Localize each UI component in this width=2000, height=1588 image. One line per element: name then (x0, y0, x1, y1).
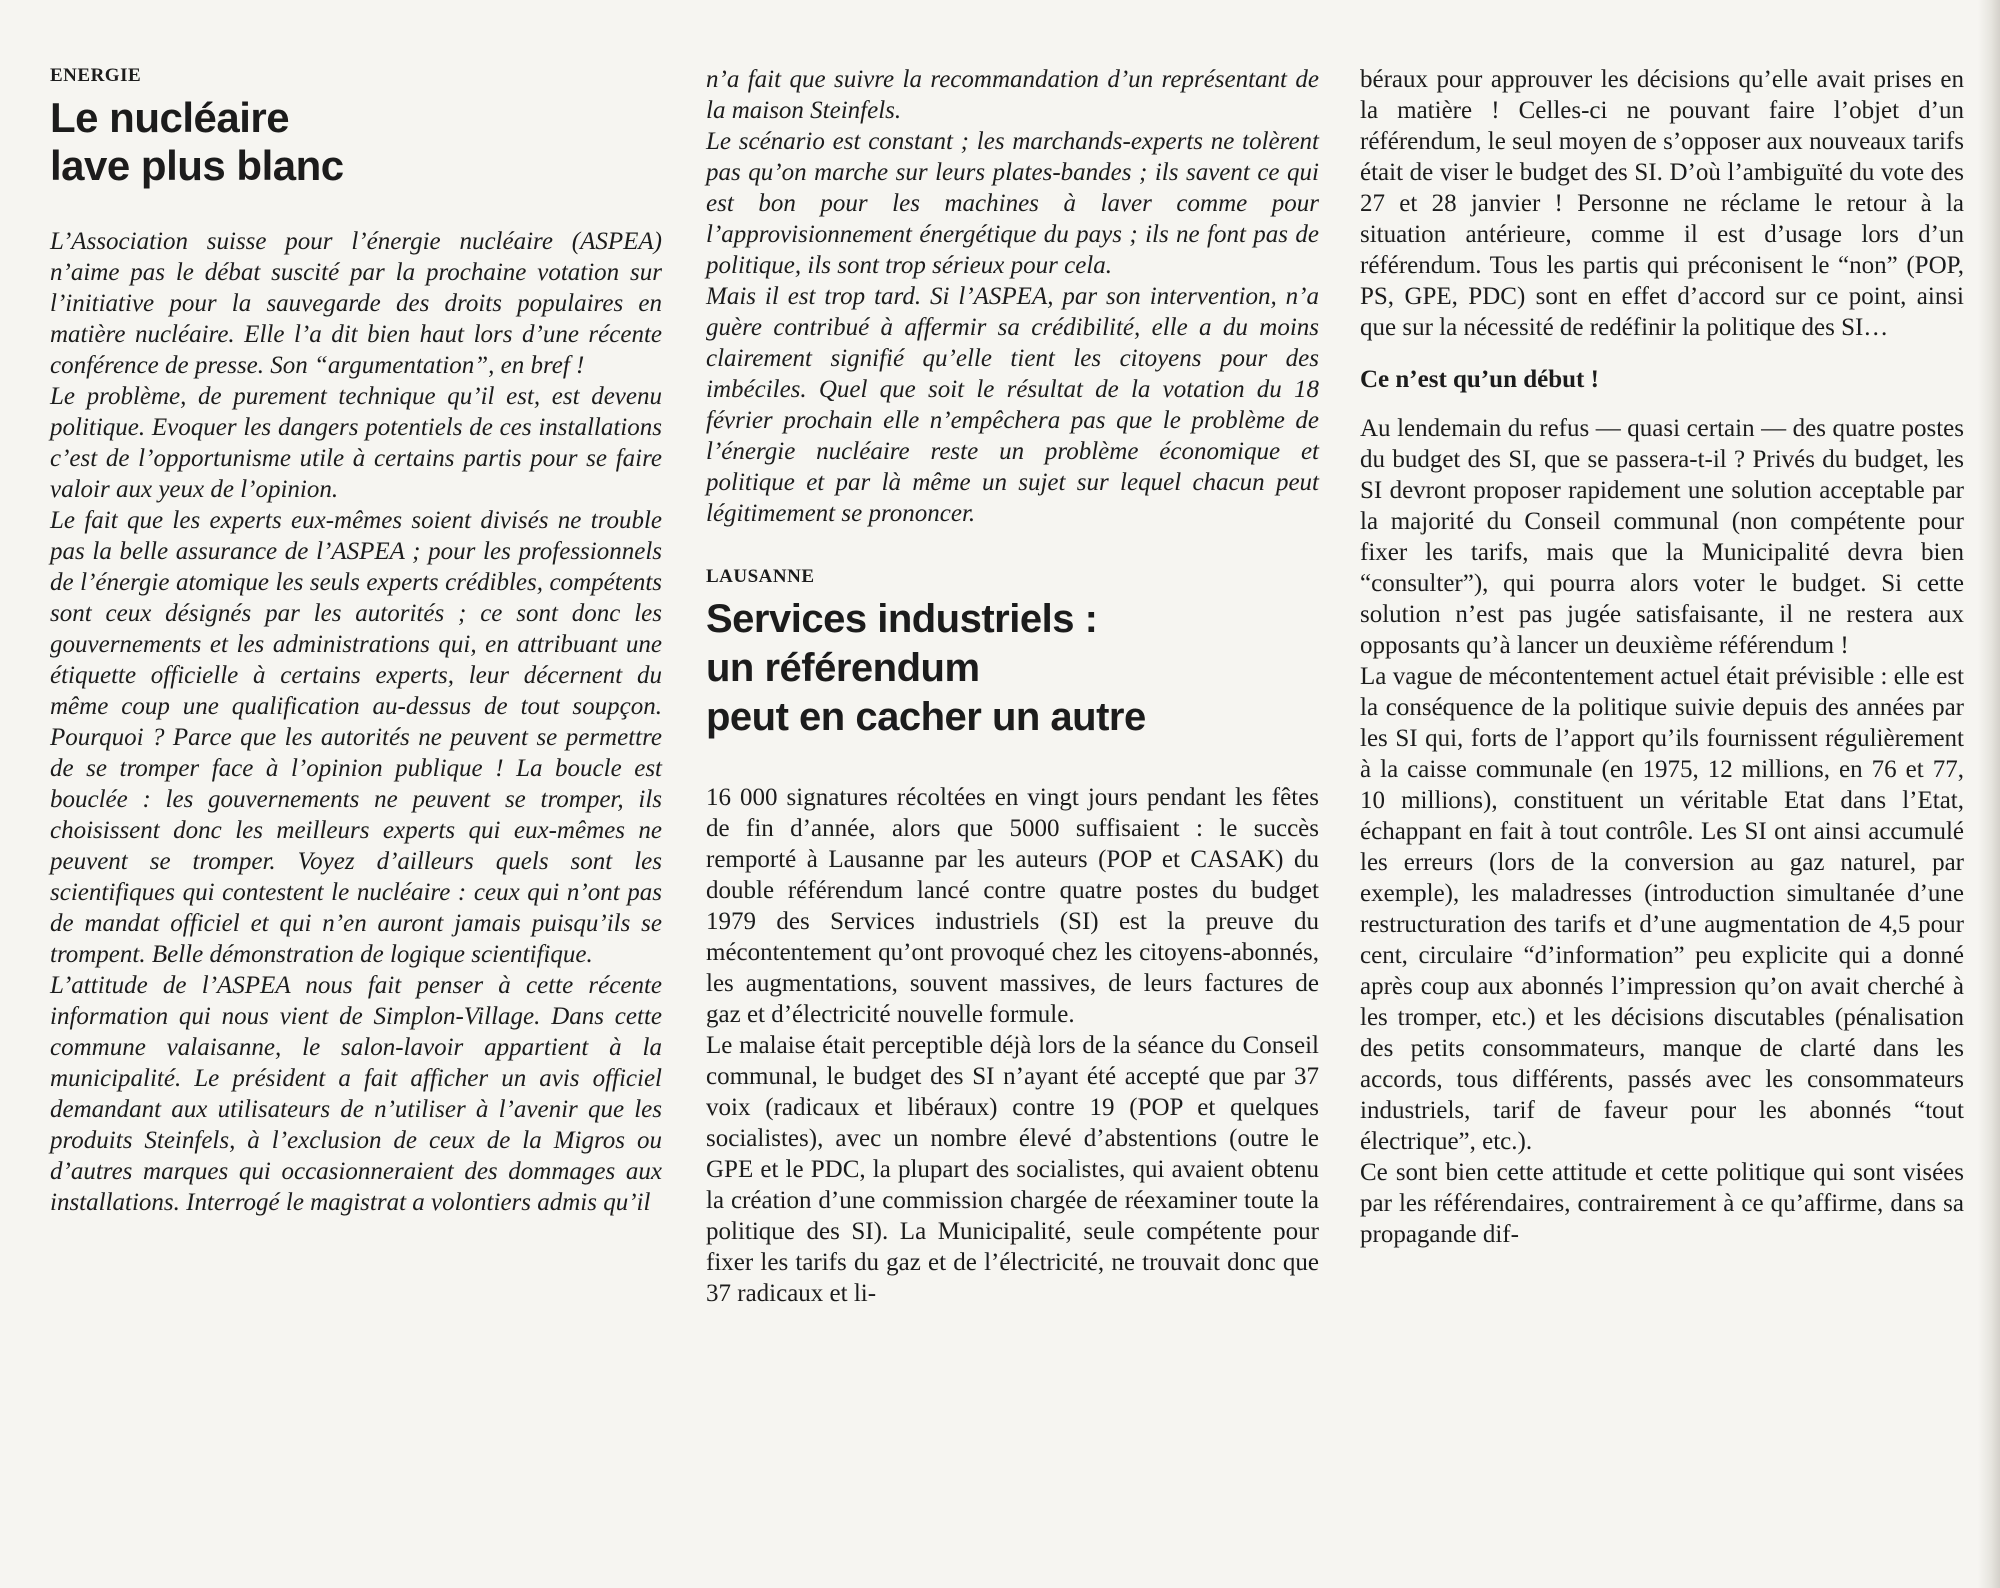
paragraph: Mais il est trop tard. Si l’ASPEA, par son intervention, n’a guère contribué à affermir sa crédibilité, elle a du moins clairement signifié qu’elle tient les citoyens pour des imbéciles. Quel que soit le résultat de la votation du 18 février prochain elle n’empêchera pas que le problème de l’énergie nucléaire reste un problème économique et politique et par là même un sujet sur lequel chacun peut légitimement se prononcer. (706, 283, 1319, 527)
paragraph: La vague de mécontentement actuel était prévisible : elle est la conséquence de la politique suivie depuis des années par les SI qui, forts de l’apport qu’ils fournissent régulièrement à la caisse communale (en 1975, 12 millions, en 76 et 77, 10 millions), constituent un véritable Etat dans l’Etat, échappant en fait à tout contrôle. Les SI ont ainsi accumulé les erreurs (lors de la conversion au gaz naturel, par exemple), les maladresses (introduction simultanée d’une restructuration des tarifs et d’une augmentation de 4,5 pour cent, circulaire “d’information” peu explicite qui a donné après coup aux abonnés l’impression qu’on avait cherché à les tromper, etc.) et les décisions discutables (pénalisation des petits consommateurs, manque de clarté dans les accords, tous différents, passés avec les consommateurs industriels, tarif de faveur pour les abonnés “tout électrique”, etc.). (1360, 663, 1964, 1155)
paragraph: Le problème, de purement technique qu’il est, est devenu politique. Evoquer les dangers potentiels de ces installations c’est de l’opportunisme utile à certains partis pour se faire valoir aux yeux de l’opinion. (50, 383, 662, 503)
paragraph: Le malaise était perceptible déjà lors de la séance du Conseil communal, le budget des SI n’ayant été accepté que par 37 voix (radicaux et libéraux) contre 19 (POP et quelques socialistes), avec un nombre élevé d’abstentions (outre le GPE et le PDC, la plupart des socialistes, qui avaient obtenu la création d’une commission chargée de réexaminer toute la politique des SI). La Municipalité, seule compétente pour fixer les tarifs du gaz et de l’électricité, ne trouvait donc que 37 radicaux et li- (706, 1032, 1319, 1307)
paragraph: Le fait que les experts eux-mêmes soient divisés ne trouble pas la belle assurance de l’ASPEA ; pour les professionnels de l’énergie atomique les seuls experts crédibles, compétents sont ceux désignés par les autorités ; ce sont donc les gouvernements et les administrations qui, en attribuant une étiquette officielle à certains experts, leur décernent du même coup une qualification au-dessus de tout soupçon. Pourquoi ? Parce que les autorités ne peuvent se permettre de se tromper face à l’opinion publique ! La boucle est bouclée : les gouvernements ne peuvent se tromper, ils choisissent donc les meilleurs experts qui eux-mêmes ne peuvent se tromper. Voyez d’ailleurs quels sont les scientifiques qui contestent le nucléaire : ceux qui n’ont pas de mandat officiel et qui n’en auront jamais puisqu’ils se trompent. Belle démonstration de logique scientifique. (50, 507, 662, 968)
rubric-energie: ENERGIE (50, 65, 142, 86)
paragraph: n’a fait que suivre la recommandation d’un représentant de la maison Steinfels. (706, 66, 1319, 124)
rubric-lausanne: LAUSANNE (706, 566, 815, 587)
paragraph: 16 000 signatures récoltées en vingt jours pendant les fêtes de fin d’année, alors que 5000 suffisaient : le succès remporté à Lausanne par les auteurs (POP et CASAK) du double référendum lancé contre quatre postes du budget 1979 des Services industriels (SI) est la preuve du mécontentement qu’ont provoqué chez les citoyens-abonnés, les augmentations, souvent massives, de leurs factures de gaz et d’électricité nouvelle formule. (706, 784, 1319, 1028)
paragraph: L’Association suisse pour l’énergie nucléaire (ASPEA) n’aime pas le débat suscité par la prochaine votation sur l’initiative pour la sauvegarde des droits populaires en matière nucléaire. Elle l’a dit bien haut lors d’une récente conférence de presse. Son “argumentation”, en bref ! (50, 228, 662, 379)
column-3 (1360, 64, 1964, 1250)
page-fold-edge (1978, 0, 2000, 1588)
headline-line: Services industriels : (706, 597, 1098, 641)
paragraph: Au lendemain du refus — quasi certain — des quatre postes du budget des SI, que se passera-t-il ? Privés du budget, les SI devront proposer rapidement une solution acceptable par la majorité du Conseil communal (non compétente pour fixer les tarifs, mais que la Municipalité devra bien “consulter”), qui pourra alors voter le budget. Si cette solution n’est pas jugée satisfaisante, il ne restera aux opposants qu’à lancer un deuxième référendum ! (1360, 415, 1964, 659)
column-1 (50, 64, 662, 1218)
headline-services-industriels (706, 595, 1319, 742)
paragraph: Le scénario est constant ; les marchands-experts ne tolèrent pas qu’on marche sur leurs plates-bandes ; ils savent ce qui est bon pour les machines à laver comme pour l’approvisionnement énergétique du pays ; ils ne font pas de politique, ils sont trop sérieux pour cela. (706, 128, 1319, 279)
paragraph: Ce sont bien cette attitude et cette politique qui sont visées par les référendaires, contrairement à ce qu’affirme, dans sa propagande dif- (1360, 1159, 1964, 1248)
paragraph: L’attitude de l’ASPEA nous fait penser à cette récente information qui nous vient de Simplon-Village. Dans cette commune valaisanne, le salon-lavoir appartient à la municipalité. Le président a fait afficher un avis officiel demandant aux utilisateurs de n’utiliser à l’avenir que les produits Steinfels, à l’exclusion de ceux de la Migros ou d’autres marques qui occasionneraient des dommages aux installations. Interrogé le magistrat a volontiers admis qu’il (50, 972, 662, 1216)
headline-line: Le nucléaire (50, 94, 290, 141)
column-2 (706, 64, 1319, 1309)
headline-line: un référendum (706, 646, 980, 690)
section-lausanne (706, 565, 1319, 1309)
subhead-debut: Ce n’est qu’un début ! (1360, 366, 1599, 393)
headline-line: lave plus blanc (50, 142, 344, 189)
headline-line: peut en cacher un autre (706, 695, 1146, 739)
headline-nucleaire (50, 94, 662, 190)
paragraph: béraux pour approuver les décisions qu’elle avait prises en la matière ! Celles-ci ne pouvant faire l’objet d’un référendum, le seul moyen de s’opposer aux nouveaux tarifs était de viser le budget des SI. D’où l’ambiguïté du vote des 27 et 28 janvier ! Personne ne réclame le retour à la situation antérieure, comme il est d’usage lors d’un référendum. Tous les partis qui préconisent le “non” (POP, PS, GPE, PDC) sont en effet d’accord sur ce point, ainsi que sur la nécessité de redéfinir la politique des SI… (1360, 66, 1964, 341)
